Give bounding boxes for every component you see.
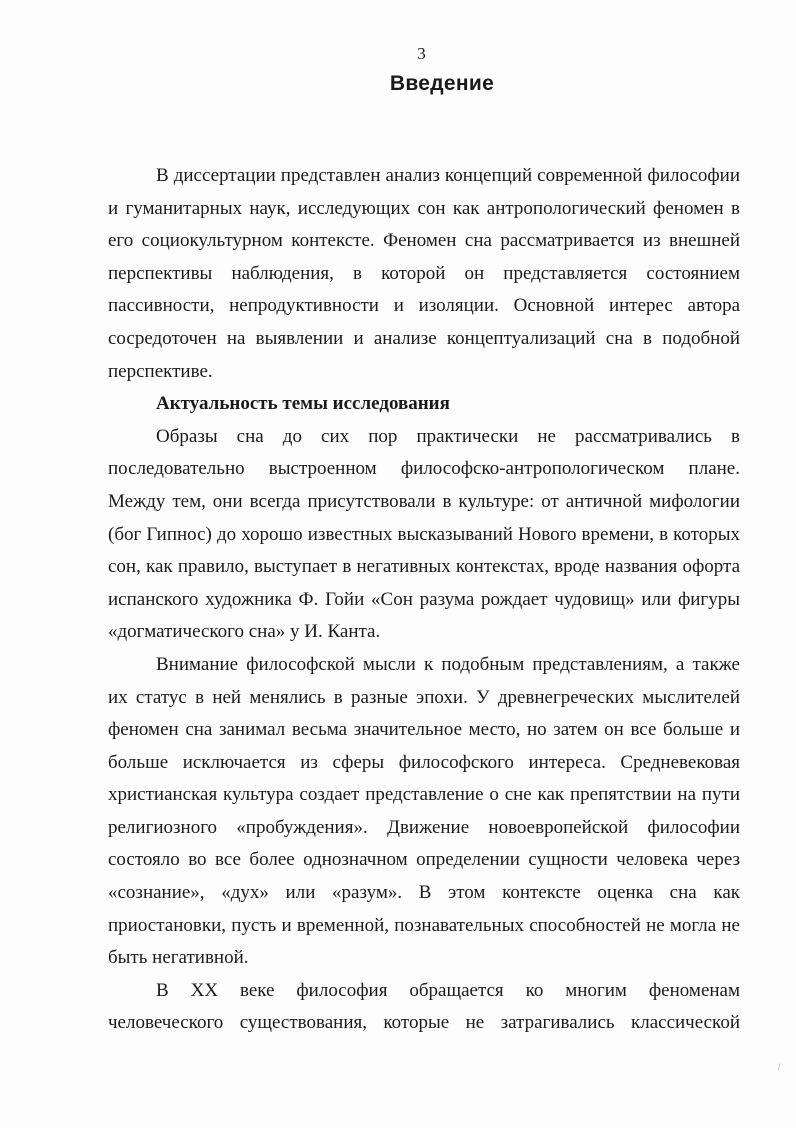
text-line: Образы сна до сих пор практически не рассматривались в <box>156 425 740 447</box>
page-number: 3 <box>417 44 426 63</box>
text-line: и гуманитарных наук, исследующих сон как антропологический феномен в <box>108 197 740 219</box>
text-line: религиозного «пробуждения». Движение новоевропейской философии <box>108 816 740 838</box>
text-line: пассивности, непродуктивности и изоляции. Основной интерес автора <box>108 295 740 317</box>
text-line: (бог Гипнос) до хорошо известных высказываний Нового времени, в которых <box>108 523 740 545</box>
text-line: человеческого существования, которые не затрагивались классической <box>108 1012 740 1034</box>
text-line: приостановки, пусть и временной, познавательных способностей не могла не <box>108 914 740 936</box>
text-line: феномен сна занимал весьма значительное место, но затем он все больше и <box>108 719 740 741</box>
text-line: быть негативной. <box>108 947 249 969</box>
text-line: христианская культура создает представление о сне как препятствии на пути <box>108 784 740 806</box>
section-heading: Актуальность темы исследования <box>156 393 450 415</box>
text-line: «сознание», «дух» или «разум». В этом контексте оценка сна как <box>108 882 740 904</box>
page-title: Введение <box>389 72 495 95</box>
text-line: В XX веке философия обращается ко многим феноменам <box>156 979 740 1001</box>
text-line: сон, как правило, выступает в негативных контекстах, вроде названия офорта <box>108 556 740 578</box>
text-line: больше исключается из сферы философского интереса. Средневековая <box>108 751 740 773</box>
text-line: В диссертации представлен анализ концепций современной философии <box>156 165 740 186</box>
scan-speck: / <box>778 1062 781 1072</box>
text-line: последовательно выстроенном философско-антропологическом плане. <box>108 458 740 480</box>
paragraph-relevance <box>108 421 740 649</box>
paragraph-intro <box>108 160 740 388</box>
document-body <box>108 160 740 1040</box>
text-line: Между тем, они всегда присутствовали в культуре: от античной мифологии <box>108 490 740 512</box>
paragraph-twentieth-century <box>108 975 740 1040</box>
text-line: его социокультурном контексте. Феномен сна рассматривается из внешней <box>108 230 740 252</box>
text-line: сосредоточен на выявлении и анализе концептуализаций сна в подобной <box>108 327 740 349</box>
text-line: перспективе. <box>108 360 213 382</box>
text-line: Внимание философской мысли к подобным представлениям, а также <box>156 653 740 675</box>
paragraph-history <box>108 649 740 975</box>
text-line: состояло во все более однозначном определении сущности человека через <box>108 849 740 871</box>
text-line: их статус в ней менялись в разные эпохи. У древнегреческих мыслителей <box>108 686 740 708</box>
text-line: перспективы наблюдения, в которой он представляется состоянием <box>108 262 740 284</box>
text-line: испанского художника Ф. Гойи «Сон разума рождает чудовищ» или фигуры <box>108 588 740 610</box>
text-line: «догматического сна» у И. Канта. <box>108 621 381 643</box>
